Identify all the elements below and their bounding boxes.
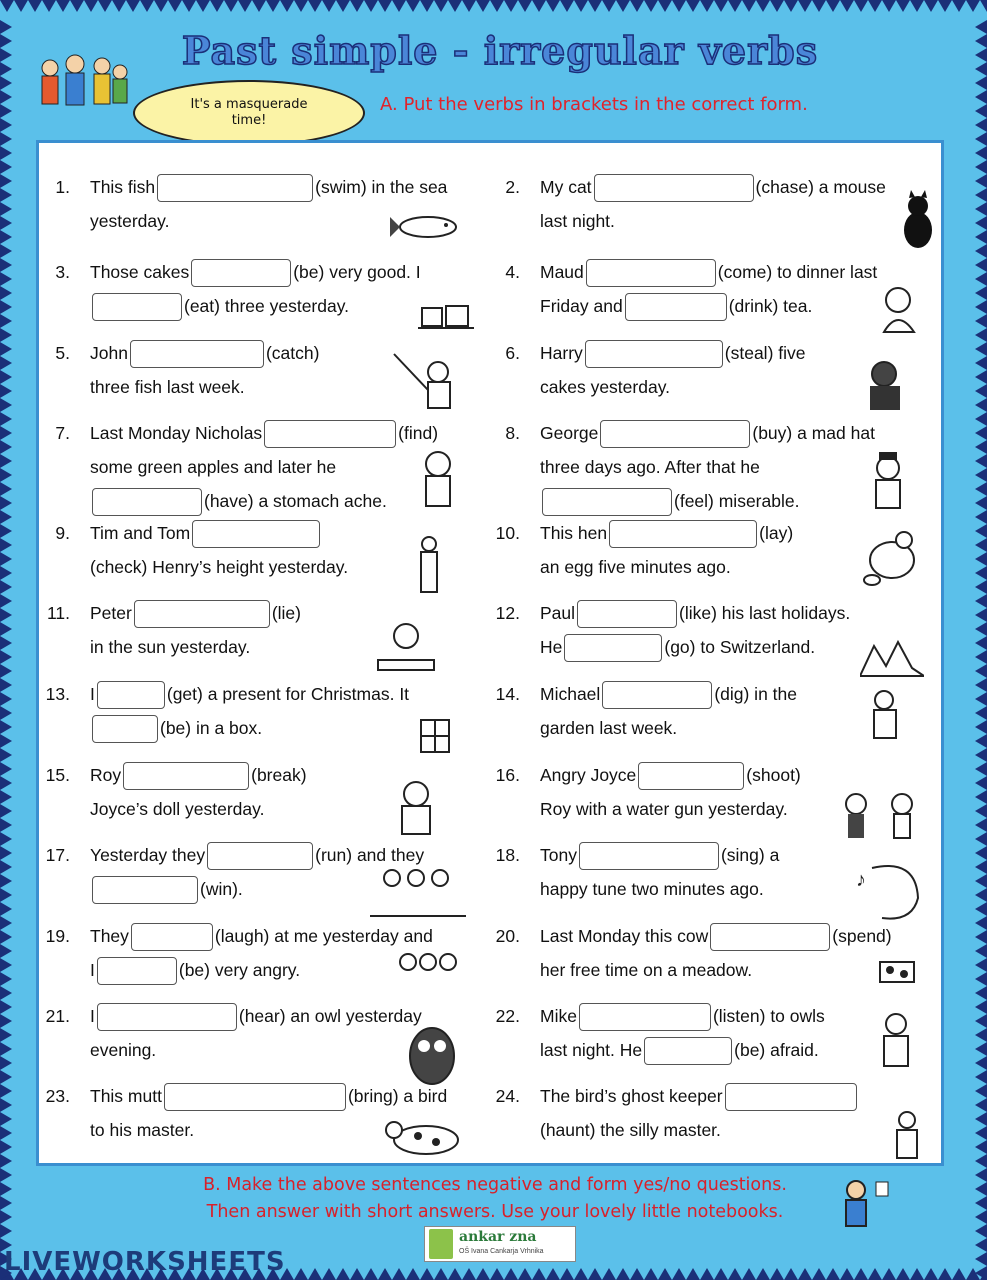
switzerland-picture	[860, 636, 924, 680]
exercise-number: 21.	[45, 1006, 70, 1026]
exercise-text: My cat	[540, 177, 592, 197]
answer-input[interactable]	[191, 259, 291, 287]
school-logo: ankar zna OŠ Ivana Cankarja Vrhnika	[424, 1226, 576, 1262]
exercise-text: (go) to Switzerland.	[664, 637, 816, 657]
exercise-text: (be) very good. I	[293, 262, 421, 282]
exercise-text: He	[540, 637, 563, 657]
liveworksheets-logo[interactable]: LIVEWORKSHEETS	[4, 1247, 286, 1277]
left-triangle-border	[0, 0, 14, 1280]
exercise-number: 6.	[505, 343, 520, 363]
instruction-a: A. Put the verbs in brackets in the correct form.	[380, 94, 808, 115]
exercise-text: three days ago. After that he	[540, 457, 760, 477]
owl-picture	[404, 1024, 460, 1086]
exercise-line	[90, 370, 245, 404]
exercise-text: I	[90, 684, 95, 704]
exercise-text: (run) and they	[315, 845, 425, 865]
answer-input[interactable]	[594, 174, 754, 202]
answer-input[interactable]	[725, 1083, 857, 1111]
exercise-text: (get) a present for Christmas. It	[166, 684, 410, 704]
instruction-b: B. Make the above sentences negative and form yes/no questions. Then answer with short answers. Use your lovely little notebooks.	[203, 1175, 787, 1222]
exercise-text: (sing) a	[720, 845, 780, 865]
hen-picture	[862, 526, 918, 588]
exercise-text: (find)	[398, 423, 439, 443]
exercise-line	[540, 792, 788, 826]
answer-input[interactable]	[609, 520, 757, 548]
exercise-line	[540, 484, 799, 518]
exercise-number: 11.	[46, 603, 70, 623]
answer-input[interactable]	[542, 488, 672, 516]
exercise-line	[540, 516, 793, 550]
answer-input[interactable]	[92, 876, 198, 904]
exercise-text: (feel) miserable.	[674, 491, 800, 511]
exercise-text: Michael	[540, 684, 601, 704]
exercise-text: (have) a stomach ache.	[204, 491, 387, 511]
lady-tea-picture	[880, 286, 920, 334]
exercise-text: (listen) to owls	[712, 1006, 825, 1026]
exercise-text: Tim and Tom	[90, 523, 191, 543]
exercise-text: Yesterday they	[90, 845, 206, 865]
exercise-text: in the sun yesterday.	[90, 637, 251, 657]
exercise-text: Harry	[540, 343, 583, 363]
exercise-number: 10.	[495, 523, 520, 543]
exercise-text: (spend)	[832, 926, 892, 946]
answer-input[interactable]	[92, 488, 202, 516]
exercise-text: Last Monday this cow	[540, 926, 709, 946]
svg-text:♪: ♪	[856, 869, 866, 891]
exercise-text: Roy with a water gun yesterday.	[540, 799, 788, 819]
exercise-line	[540, 919, 892, 953]
speech-bubble: It's a masquerade time!	[133, 80, 365, 146]
answer-input[interactable]	[638, 762, 744, 790]
exercise-line	[540, 450, 760, 484]
masquerade-kids-illustration	[30, 50, 130, 120]
exercise-text: (shoot)	[746, 765, 801, 785]
exercise-line	[90, 1079, 447, 1113]
exercise-number: 1.	[55, 177, 70, 197]
exercise-line	[90, 1113, 194, 1147]
exercise-number: 24.	[495, 1086, 520, 1106]
exercise-text: (be) very angry.	[178, 960, 301, 980]
exercise-number: 4.	[505, 262, 520, 282]
exercise-text: They	[90, 926, 129, 946]
singing-picture	[852, 858, 922, 924]
top-triangle-border	[0, 0, 987, 14]
exercise-line	[90, 677, 409, 711]
cat-picture	[900, 190, 936, 250]
exercise-line	[90, 953, 300, 987]
exercise-text: Mike	[540, 1006, 577, 1026]
exercise-line	[90, 630, 250, 664]
exercise-number: 16.	[495, 765, 520, 785]
exercise-text: (swim) in the sea	[315, 177, 448, 197]
answer-input[interactable]	[123, 762, 249, 790]
exercise-line	[90, 450, 336, 484]
exercise-text: I	[90, 960, 95, 980]
exercise-line	[540, 416, 875, 450]
exercise-line	[90, 416, 438, 450]
exercise-text: Friday and	[540, 296, 623, 316]
exercise-line	[90, 711, 262, 745]
exercise-line	[90, 336, 319, 370]
exercise-line	[540, 953, 752, 987]
exercise-text: (check) Henry’s height yesterday.	[90, 557, 349, 577]
exercise-line	[540, 255, 877, 289]
answer-input[interactable]	[585, 340, 723, 368]
exercise-number: 13.	[45, 684, 70, 704]
exercise-line	[540, 370, 670, 404]
answer-input[interactable]	[577, 600, 677, 628]
exercise-text: happy tune two minutes ago.	[540, 879, 764, 899]
exercise-number: 15.	[45, 765, 70, 785]
exercise-text: (bring) a bird	[347, 1086, 448, 1106]
exercise-line	[540, 596, 850, 630]
leaf-icon	[429, 1229, 453, 1259]
exercise-text: (steal) five	[724, 343, 806, 363]
exercise-number: 9.	[55, 523, 70, 543]
exercise-text: (buy) a mad hat	[752, 423, 875, 443]
exercise-text: Last Monday Nicholas	[90, 423, 263, 443]
exercise-line	[90, 1033, 156, 1067]
answer-input[interactable]	[710, 923, 830, 951]
exercise-line	[90, 550, 348, 584]
exercise-line	[540, 838, 779, 872]
exercise-text: an egg five minutes ago.	[540, 557, 731, 577]
running-picture	[370, 866, 466, 922]
exercise-number: 2.	[505, 177, 520, 197]
exercise-line	[90, 872, 243, 906]
answer-input[interactable]	[264, 420, 396, 448]
answer-input[interactable]	[134, 600, 270, 628]
exercise-text: cakes yesterday.	[540, 377, 671, 397]
exercise-number: 5.	[55, 343, 70, 363]
water-gun-picture	[840, 790, 920, 842]
exercise-text: some green apples and later he	[90, 457, 337, 477]
answer-input[interactable]	[625, 293, 727, 321]
exercise-text: yesterday.	[90, 211, 170, 231]
exercise-line	[90, 758, 307, 792]
exercise-text: Tony	[540, 845, 577, 865]
exercise-text: (chase) a mouse	[755, 177, 886, 197]
ghost-keeper-picture	[890, 1108, 924, 1162]
exercise-text: (like) his last holidays.	[679, 603, 851, 623]
exercise-number: 18.	[495, 845, 520, 865]
teacher-with-papers-picture	[826, 1176, 896, 1242]
answer-input[interactable]	[164, 1083, 346, 1111]
cakes-picture	[418, 296, 474, 334]
answer-input[interactable]	[192, 520, 320, 548]
exercise-line	[540, 677, 797, 711]
exercise-number: 7.	[55, 423, 70, 443]
answer-input[interactable]	[207, 842, 313, 870]
exercise-text: (dig) in the	[714, 684, 797, 704]
exercise-line	[540, 630, 815, 664]
exercise-line	[90, 289, 349, 323]
present-box-picture	[418, 708, 452, 756]
exercise-line	[90, 919, 433, 953]
scared-boy-picture	[876, 1010, 916, 1084]
exercise-line	[540, 1113, 721, 1147]
exercise-number: 20.	[495, 926, 520, 946]
exercise-line	[540, 1033, 819, 1067]
exercise-number: 12.	[495, 603, 520, 623]
exercise-line	[90, 170, 447, 204]
exercise-text: George	[540, 423, 599, 443]
exercise-line	[90, 999, 422, 1033]
answer-input[interactable]	[644, 1037, 732, 1065]
answer-input[interactable]	[157, 174, 313, 202]
answer-input[interactable]	[92, 293, 182, 321]
digging-man-picture	[860, 688, 916, 748]
answer-input[interactable]	[131, 923, 213, 951]
exercise-line	[90, 596, 301, 630]
exercise-text: The bird’s ghost keeper	[540, 1086, 723, 1106]
exercise-line	[540, 1079, 859, 1113]
exercise-line	[90, 255, 421, 289]
sick-boy-picture	[416, 448, 468, 514]
exercise-text: Those cakes	[90, 262, 190, 282]
exercise-line	[90, 516, 322, 550]
answer-input[interactable]	[564, 634, 662, 662]
fish-picture	[390, 205, 466, 245]
exercise-text: Angry Joyce	[540, 765, 637, 785]
exercise-text: (laugh) at me yesterday and	[214, 926, 433, 946]
answer-input[interactable]	[602, 681, 712, 709]
exercise-text: (come) to dinner last	[717, 262, 878, 282]
exercise-text: three fish last week.	[90, 377, 245, 397]
mad-hat-man-picture	[866, 448, 910, 514]
boy-broken-doll-picture	[384, 780, 454, 838]
exercise-number: 3.	[55, 262, 70, 282]
answer-input[interactable]	[97, 957, 177, 985]
exercise-text: last night. He	[540, 1040, 643, 1060]
right-triangle-border	[973, 0, 987, 1280]
exercise-text: Peter	[90, 603, 132, 623]
exercise-text: (be) afraid.	[734, 1040, 819, 1060]
exercise-line	[540, 711, 677, 745]
exercise-number: 14.	[495, 684, 520, 704]
answer-input[interactable]	[586, 259, 716, 287]
exercise-line	[540, 289, 812, 323]
cow-picture	[874, 950, 922, 994]
exercise-line	[540, 170, 886, 204]
exercise-line	[90, 792, 264, 826]
exercise-text: Joyce’s doll yesterday.	[90, 799, 265, 819]
exercise-text: I	[90, 1006, 95, 1026]
exercise-text: (be) in a box.	[160, 718, 263, 738]
exercise-text: garden last week.	[540, 718, 678, 738]
exercise-text: (haunt) the silly master.	[540, 1120, 721, 1140]
thief-picture	[860, 354, 914, 412]
exercise-text: This fish	[90, 177, 156, 197]
exercise-text: (win).	[200, 879, 243, 899]
exercise-line	[540, 999, 825, 1033]
fisherman-picture	[388, 350, 466, 420]
exercise-line	[90, 484, 387, 518]
answer-input[interactable]	[92, 715, 158, 743]
exercise-text: (break)	[251, 765, 307, 785]
exercise-text: (drink) tea.	[728, 296, 813, 316]
exercise-text: Paul	[540, 603, 576, 623]
exercise-number: 23.	[45, 1086, 70, 1106]
exercise-text: last night.	[540, 211, 615, 231]
exercise-text: (lay)	[759, 523, 794, 543]
exercise-number: 19.	[45, 926, 70, 946]
exercise-line	[540, 872, 764, 906]
exercise-number: 8.	[505, 423, 520, 443]
exercise-text: (lie)	[271, 603, 301, 623]
answer-input[interactable]	[579, 842, 719, 870]
exercise-line	[540, 550, 731, 584]
exercise-text: to his master.	[90, 1120, 195, 1140]
answer-input[interactable]	[600, 420, 750, 448]
exercise-text: Maud	[540, 262, 584, 282]
answer-input[interactable]	[97, 1003, 237, 1031]
exercise-line	[540, 204, 615, 238]
exercise-text: This hen	[540, 523, 608, 543]
exercise-text: (hear) an owl yesterday	[238, 1006, 422, 1026]
exercise-number: 22.	[495, 1006, 520, 1026]
answer-input[interactable]	[130, 340, 264, 368]
dog-picture	[384, 1112, 468, 1162]
answer-input[interactable]	[97, 681, 165, 709]
measuring-height-picture	[414, 534, 444, 598]
exercise-text: (catch)	[265, 343, 320, 363]
exercise-number: 17.	[45, 845, 70, 865]
laughing-people-picture	[378, 950, 458, 994]
answer-input[interactable]	[579, 1003, 711, 1031]
exercise-text: her free time on a meadow.	[540, 960, 753, 980]
exercise-text: evening.	[90, 1040, 157, 1060]
exercise-line	[540, 336, 806, 370]
exercise-text: (eat) three yesterday.	[184, 296, 350, 316]
exercise-text: John	[90, 343, 128, 363]
page-title: Past simple - irregular verbs	[181, 28, 819, 73]
exercise-text: This mutt	[90, 1086, 162, 1106]
exercise-text: Roy	[90, 765, 122, 785]
sunbathing-picture	[368, 620, 448, 680]
exercise-line	[90, 204, 169, 238]
exercise-line	[540, 758, 801, 792]
